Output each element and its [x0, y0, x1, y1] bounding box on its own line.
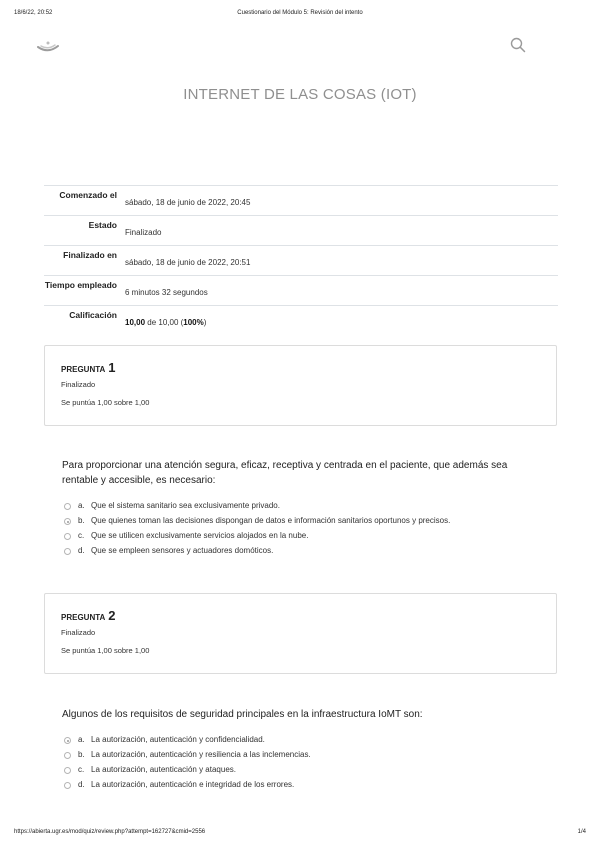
summary-row-started — [44, 185, 558, 215]
summary-row-grade — [44, 305, 558, 335]
answer-text: Que el sistema sanitario sea exclusivamente privado. — [91, 501, 280, 510]
radio-button-checked[interactable] — [64, 518, 71, 525]
answer-letter: a. — [78, 501, 85, 510]
grade-close: ) — [203, 318, 207, 327]
summary-row-finished — [44, 245, 558, 275]
question-info-box — [44, 593, 557, 674]
summary-value: Finalizado — [125, 228, 162, 237]
grade-value — [125, 318, 206, 327]
radio-button[interactable] — [64, 548, 71, 555]
answer-text: La autorización, autenticación y ataques. — [91, 765, 236, 774]
summary-row-state — [44, 215, 558, 245]
search-icon[interactable] — [510, 37, 526, 53]
summary-value: sábado, 18 de junio de 2022, 20:45 — [125, 198, 251, 207]
answer-text: Que se utilicen exclusivamente servicios alojados en la nube. — [91, 531, 309, 540]
radio-button[interactable] — [64, 503, 71, 510]
question-number — [61, 360, 116, 375]
question-num: 1 — [108, 360, 116, 375]
summary-label: Finalizado en — [63, 250, 117, 260]
print-page-title: Cuestionario del Módulo 5: Revisión del intento — [237, 10, 363, 16]
question-text: Para proporcionar una atención segura, eficaz, receptiva y centrada en el paciente, que además sea rentable y accesible, es necesario: — [62, 460, 508, 486]
print-url: https://abierta.ugr.es/mod/quiz/review.php?attempt=162727&cmid=2556 — [14, 829, 206, 835]
answer-letter: a. — [78, 735, 85, 744]
course-title: INTERNET DE LAS COSAS (IOT) — [183, 86, 417, 103]
question-state: Finalizado — [61, 380, 96, 389]
grade-score: 10,00 — [125, 318, 146, 327]
print-date: 18/6/22, 20:52 — [14, 10, 53, 16]
radio-button[interactable] — [64, 533, 71, 540]
radio-button[interactable] — [64, 782, 71, 789]
question-number — [61, 608, 116, 623]
radio-button-checked[interactable] — [64, 737, 71, 744]
summary-label: Tiempo empleado — [44, 280, 117, 290]
print-footer — [14, 829, 586, 839]
summary-label: Estado — [88, 220, 117, 230]
answer-letter: b. — [78, 516, 85, 525]
answer-text: La autorización, autenticación y confidencialidad. — [91, 735, 265, 744]
question-label: PREGUNTA — [61, 613, 106, 622]
question-grade: Se puntúa 1,00 sobre 1,00 — [61, 646, 150, 655]
summary-row-time — [44, 275, 558, 305]
summary-value: 6 minutos 32 segundos — [125, 288, 208, 297]
answer-text: La autorización, autenticación e integridad de los errores. — [91, 780, 295, 789]
attempt-summary-table — [44, 185, 558, 335]
summary-value: sábado, 18 de junio de 2022, 20:51 — [125, 258, 251, 267]
question-state: Finalizado — [61, 628, 96, 637]
answer-text: Que se empleen sensores y actuadores domóticos. — [91, 546, 274, 555]
question-grade: Se puntúa 1,00 sobre 1,00 — [61, 398, 150, 407]
question-label: PREGUNTA — [61, 365, 106, 374]
print-header — [14, 10, 586, 20]
grade-percent: 100% — [183, 318, 204, 327]
radio-button[interactable] — [64, 767, 71, 774]
grade-of: de 10,00 ( — [145, 318, 184, 327]
answer-text: Que quienes toman las decisiones dispongan de datos e información sanitarios oportunos y precisos. — [91, 516, 451, 525]
summary-label: Calificación — [69, 310, 117, 320]
question-info-box — [44, 345, 557, 426]
answer-letter: d. — [78, 546, 85, 555]
moodle-logo-icon[interactable] — [36, 38, 60, 54]
answer-letter: c. — [78, 765, 85, 774]
answer-text: La autorización, autenticación y resiliencia a las inclemencias. — [91, 750, 311, 759]
print-page-number: 1/4 — [577, 829, 586, 835]
answer-letter: c. — [78, 531, 85, 540]
answer-letter: b. — [78, 750, 85, 759]
summary-label: Comenzado el — [59, 190, 117, 200]
answer-letter: d. — [78, 780, 85, 789]
radio-button[interactable] — [64, 752, 71, 759]
question-num: 2 — [108, 608, 116, 623]
question-text: Algunos de los requisitos de seguridad principales en la infraestructura IoMT son: — [62, 709, 423, 720]
